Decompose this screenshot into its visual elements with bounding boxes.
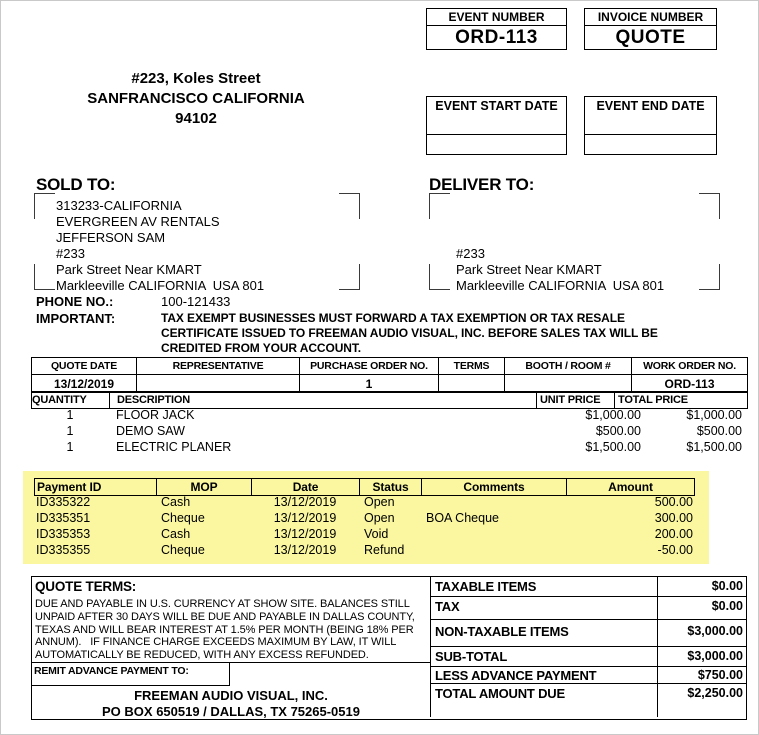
- amount-header: Amount: [567, 479, 695, 496]
- address-bracket-mark: [34, 264, 55, 290]
- sold-to-line: Park Street Near KMART: [56, 262, 202, 277]
- quote-terms-line: UNPAID AFTER 30 DAYS WILL BE DUE AND PAYABLE IN DALLAS COUNTY,: [35, 610, 415, 623]
- item-qty: 1: [66, 440, 74, 454]
- quote-terms-line: ANNUM). IF FINANCE CHARGE EXCEEDS MAXIMUM BY LAW, IT WILL: [35, 636, 397, 649]
- deliver-to-line: Markleeville CALIFORNIA USA 801: [456, 278, 665, 293]
- totals-label: LESS ADVANCE PAYMENT: [435, 668, 597, 683]
- items-table: [31, 407, 747, 455]
- booth-room-header: BOOTH / ROOM #: [505, 358, 632, 375]
- address-bracket-mark: [34, 193, 55, 219]
- remit-label: REMIT ADVANCE PAYMENT TO:: [34, 665, 189, 677]
- totals-row: [431, 620, 746, 647]
- item-row: [31, 407, 747, 423]
- event-number-label: EVENT NUMBER: [427, 9, 566, 26]
- quote-terms-line: DUE AND PAYABLE IN U.S. CURRENCY AT SHOW SITE. BALANCES STILL: [35, 598, 410, 610]
- totals-row: [431, 597, 746, 620]
- order-info-table: [31, 357, 748, 393]
- item-description: FLOOR JACK: [116, 408, 195, 422]
- item-total-price: $1,500.00: [686, 440, 742, 454]
- remit-address: [32, 688, 430, 720]
- order-info-value-row: [32, 375, 748, 393]
- sold-to-line: JEFFERSON SAM: [56, 230, 166, 245]
- address-bracket-mark: [429, 193, 450, 219]
- payment-status: Open: [364, 511, 395, 525]
- totals-label: TOTAL AMOUNT DUE: [435, 686, 565, 701]
- payment-comments: [421, 494, 566, 510]
- invoice-number-value: QUOTE: [615, 27, 686, 48]
- payment-row: [34, 510, 694, 526]
- quantity-header: QUANTITY: [32, 392, 110, 409]
- remit-company-line: FREEMAN AUDIO VISUAL, INC.: [134, 688, 328, 703]
- important-line: TAX EXEMPT BUSINESSES MUST FORWARD A TAX EXEMPTION OR TAX RESALE: [161, 311, 625, 325]
- payment-amount: 200.00: [654, 527, 693, 541]
- company-address-line: SANFRANCISCO CALIFORNIA: [87, 90, 305, 107]
- payment-status: Open: [364, 495, 395, 509]
- totals-label: NON-TAXABLE ITEMS: [435, 624, 569, 639]
- representative-value: [137, 375, 300, 393]
- purchase-order-header: PURCHASE ORDER NO.: [300, 358, 439, 375]
- payment-mop: Cash: [161, 527, 191, 541]
- totals-value: $0.00: [657, 597, 746, 619]
- quote-terms-text: [35, 598, 415, 662]
- status-header: Status: [360, 479, 422, 496]
- payment-id: ID335322: [36, 495, 91, 509]
- totals-label: TAXABLE ITEMS: [435, 579, 537, 594]
- sold-to-line: #233: [56, 246, 85, 261]
- payment-id-header: Payment ID: [35, 479, 157, 496]
- sold-to-line: 313233-CALIFORNIA: [56, 198, 182, 213]
- sold-to-line: EVERGREEN AV RENTALS: [56, 214, 220, 229]
- company-address: [36, 69, 356, 129]
- address-bracket-mark: [699, 193, 720, 219]
- sold-to-heading: SOLD TO:: [36, 175, 116, 194]
- important-line: CREDITED FROM YOUR ACCOUNT.: [161, 341, 361, 355]
- totals-value: $3,000.00: [657, 620, 746, 646]
- payment-date: 13/12/2019: [273, 495, 337, 509]
- item-unit-price: $500.00: [595, 424, 641, 438]
- quote-date-header: QUOTE DATE: [32, 358, 137, 375]
- address-bracket-mark: [699, 264, 720, 290]
- payment-id: ID335351: [36, 511, 91, 525]
- payment-amount: -50.00: [657, 543, 693, 557]
- payment-status: Refund: [364, 543, 405, 557]
- terms-value: [439, 375, 505, 393]
- item-description: ELECTRIC PLANER: [116, 440, 232, 454]
- date-header: Date: [252, 479, 360, 496]
- deliver-to-heading: DELIVER TO:: [429, 175, 535, 194]
- payment-row: [34, 494, 694, 510]
- quote-terms-line: TEXAS AND WILL BEAR INTEREST AT 1.5% PER MONTH (BEING 18% PER: [35, 623, 414, 636]
- item-total-price: $500.00: [696, 424, 742, 438]
- event-end-date-box: [584, 96, 717, 155]
- totals-value: $750.00: [657, 667, 746, 683]
- payment-comments: [421, 542, 566, 558]
- address-bracket-mark: [429, 264, 450, 290]
- invoice-number-label: INVOICE NUMBER: [585, 9, 716, 26]
- item-unit-price: $1,000.00: [585, 408, 641, 422]
- item-row: [31, 423, 747, 439]
- totals-label: TAX: [435, 599, 460, 614]
- important-line: CERTIFICATE ISSUED TO FREEMAN AUDIO VISUAL, INC. BEFORE SALES TAX WILL BE: [161, 326, 658, 340]
- terms-header: TERMS: [439, 358, 505, 375]
- event-number-box: [426, 8, 567, 50]
- totals-value: $2,250.00: [657, 684, 746, 717]
- work-order-value: ORD-113: [632, 375, 748, 393]
- item-qty: 1: [66, 424, 74, 438]
- remit-label-box: [32, 663, 230, 686]
- payment-row: [34, 526, 694, 542]
- event-start-date-box: [426, 96, 567, 155]
- payment-comments: BOA Cheque: [426, 511, 499, 525]
- payment-status: Void: [364, 527, 389, 541]
- company-address-line: 94102: [175, 110, 217, 127]
- important-text: [161, 311, 658, 356]
- totals-value: $0.00: [657, 577, 746, 596]
- totals-row: [431, 684, 746, 717]
- item-qty: 1: [66, 408, 74, 422]
- quote-terms-line: AUTOMATICALLY BE REDUCED, WITH ANY EXCESS REFUNDED.: [35, 649, 369, 662]
- payment-mop: Cheque: [161, 543, 205, 557]
- totals-panel: [430, 577, 746, 717]
- booth-room-value: [505, 375, 632, 393]
- bottom-section: [31, 576, 747, 720]
- remit-pobox-line: PO BOX 650519 / DALLAS, TX 75265-0519: [102, 704, 360, 719]
- invoice-number-box: [584, 8, 717, 50]
- totals-row: [431, 667, 746, 684]
- company-address-line: #223, Koles Street: [131, 70, 261, 87]
- items-header-row: [32, 392, 748, 409]
- item-total-price: $1,000.00: [686, 408, 742, 422]
- quote-date-value: 13/12/2019: [32, 375, 137, 393]
- event-start-date-value: [427, 135, 566, 154]
- payment-amount: 500.00: [654, 495, 693, 509]
- payment-mop: Cash: [161, 495, 191, 509]
- payment-amount: 300.00: [654, 511, 693, 525]
- payment-date: 13/12/2019: [273, 511, 337, 525]
- work-order-header: WORK ORDER NO.: [632, 358, 748, 375]
- payment-mop: Cheque: [161, 511, 205, 525]
- event-end-date-value: [585, 135, 716, 154]
- event-start-date-label: EVENT START DATE: [427, 97, 566, 135]
- deliver-to-line: #233: [456, 246, 485, 261]
- address-bracket-mark: [339, 264, 360, 290]
- phone-label: PHONE NO.:: [36, 294, 114, 309]
- payment-date: 13/12/2019: [273, 527, 337, 541]
- item-unit-price: $1,500.00: [585, 440, 641, 454]
- payment-row: [34, 542, 694, 558]
- mop-header: MOP: [157, 479, 252, 496]
- representative-header: REPRESENTATIVE: [137, 358, 300, 375]
- sold-to-line: Markleeville CALIFORNIA USA 801: [56, 278, 265, 293]
- event-end-date-label: EVENT END DATE: [585, 97, 716, 135]
- deliver-to-line: Park Street Near KMART: [456, 262, 602, 277]
- description-header: DESCRIPTION: [110, 392, 537, 409]
- important-label: IMPORTANT:: [36, 311, 116, 326]
- comments-header: Comments: [422, 479, 567, 496]
- totals-row: [431, 577, 746, 597]
- quote-terms-heading: QUOTE TERMS:: [35, 579, 137, 594]
- unit-price-header: UNIT PRICE: [537, 392, 615, 409]
- totals-label: SUB-TOTAL: [435, 649, 508, 664]
- event-number-value: ORD-113: [455, 27, 538, 48]
- payment-id: ID335353: [36, 527, 91, 541]
- payments-table: [34, 494, 694, 558]
- purchase-order-value: 1: [300, 375, 439, 393]
- phone-value: 100-121433: [161, 294, 231, 309]
- payment-id: ID335355: [36, 543, 91, 557]
- item-row: [31, 439, 747, 455]
- total-price-header: TOTAL PRICE: [615, 392, 748, 409]
- payment-comments: [421, 526, 566, 542]
- order-info-header-row: [32, 358, 748, 375]
- item-description: DEMO SAW: [116, 424, 185, 438]
- address-bracket-mark: [339, 193, 360, 219]
- sold-to-address: [56, 198, 264, 294]
- payment-date: 13/12/2019: [273, 543, 337, 557]
- payments-header-row: [35, 479, 695, 496]
- deliver-to-address: [456, 246, 664, 294]
- totals-value: $3,000.00: [657, 647, 746, 666]
- totals-row: [431, 647, 746, 667]
